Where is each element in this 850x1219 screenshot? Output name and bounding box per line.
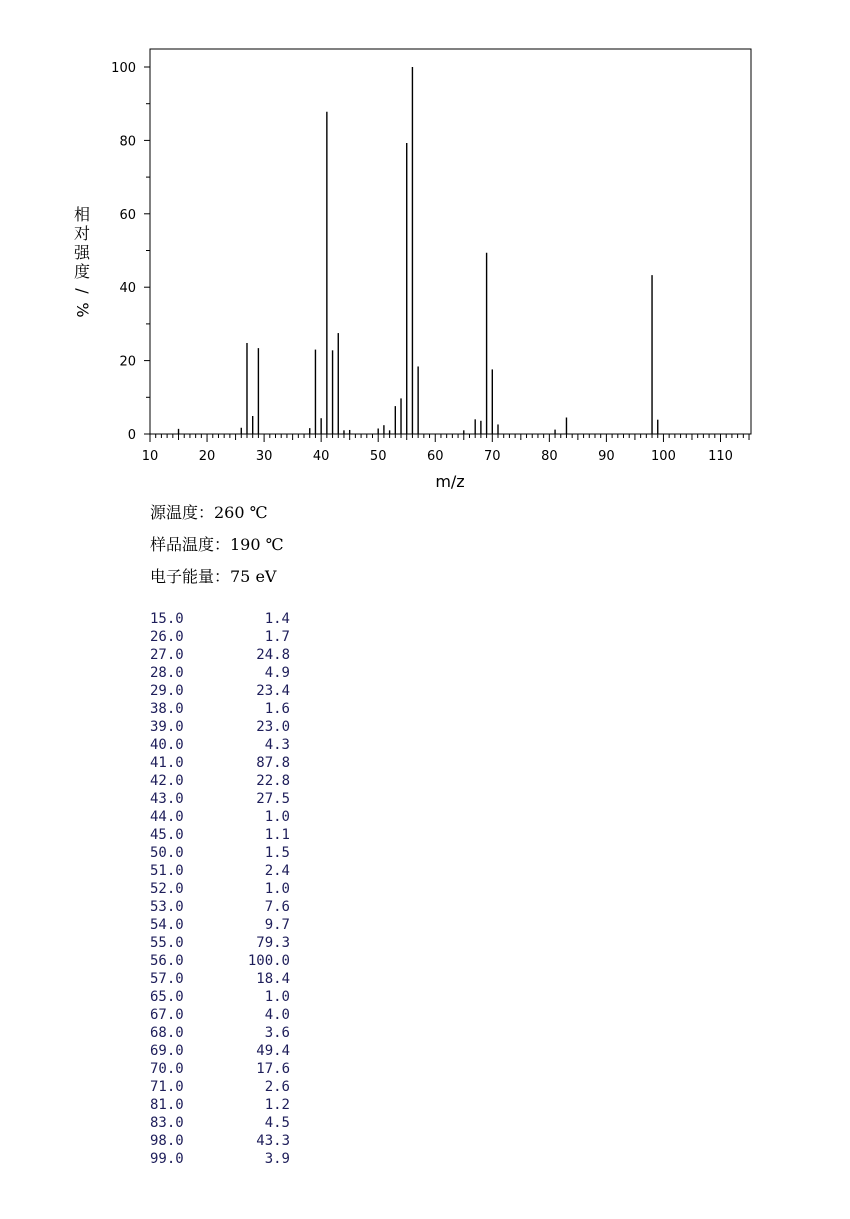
peak-intensity: 49.4: [256, 1043, 290, 1059]
y-tick-label: 80: [119, 134, 136, 150]
table-row: [150, 664, 290, 682]
peak-mz: 65.0: [150, 989, 184, 1005]
peak-mz: 54.0: [150, 917, 184, 933]
table-row: [150, 880, 290, 898]
peak-mz: 53.0: [150, 899, 184, 915]
peak-mz: 26.0: [150, 629, 184, 645]
peak-mz: 38.0: [150, 701, 184, 717]
x-axis-label: m/z: [435, 472, 465, 491]
peak-intensity: 17.6: [256, 1061, 290, 1077]
peak-intensity: 1.2: [264, 1097, 290, 1113]
table-row: [150, 1096, 290, 1114]
peak-intensity: 1.6: [264, 701, 290, 717]
table-row: [150, 952, 290, 970]
peak-intensity: 7.6: [264, 899, 290, 915]
y-axis-label-char: /: [73, 288, 92, 294]
table-row: [150, 934, 290, 952]
table-row: [150, 1132, 290, 1150]
plot-frame: [150, 49, 751, 434]
peak-intensity: 1.5: [264, 845, 290, 861]
peak-mz: 57.0: [150, 971, 184, 987]
peak-mz: 83.0: [150, 1115, 184, 1131]
peak-mz: 27.0: [150, 647, 184, 663]
x-tick-label: 110: [708, 449, 733, 464]
peak-intensity: 43.3: [256, 1133, 290, 1149]
peak-intensity: 24.8: [256, 647, 290, 663]
y-axis-label-char: 相: [73, 205, 91, 224]
y-tick-label: 0: [127, 428, 136, 443]
table-row: [150, 808, 290, 826]
x-tick-label: 100: [651, 449, 676, 464]
x-tick-label: 10: [141, 449, 159, 464]
x-tick-label: 60: [426, 449, 444, 464]
y-axis-label-char: 强: [73, 243, 91, 262]
peak-mz: 69.0: [150, 1043, 184, 1059]
spectrum-peaks: [179, 67, 658, 434]
peak-mz: 70.0: [150, 1061, 184, 1077]
peak-intensity: 4.5: [264, 1115, 290, 1131]
peak-mz: 44.0: [150, 809, 184, 825]
y-axis-label-char: 度: [73, 262, 91, 281]
x-tick-label: 90: [598, 449, 615, 464]
peak-table: [150, 610, 290, 1168]
peak-mz: 55.0: [150, 935, 184, 951]
table-row: [150, 826, 290, 844]
x-tick-label: 70: [484, 449, 501, 464]
y-axis-label: [73, 205, 92, 318]
peak-intensity: 79.3: [256, 935, 290, 951]
table-row: [150, 1060, 290, 1078]
peak-intensity: 4.0: [264, 1007, 290, 1023]
x-tick-label: 50: [369, 449, 387, 464]
peak-intensity: 23.4: [256, 683, 290, 699]
peak-mz: 15.0: [150, 611, 184, 627]
sample-temperature: 样品温度：190 ℃: [150, 535, 284, 554]
peak-mz: 42.0: [150, 773, 184, 789]
peak-mz: 68.0: [150, 1025, 184, 1041]
peak-intensity: 4.3: [264, 737, 290, 753]
electron-energy: 电子能量：75 eV: [150, 567, 277, 586]
peak-intensity: 1.0: [264, 989, 290, 1005]
y-axis-label-char: 对: [73, 224, 91, 243]
y-tick-label: 100: [111, 61, 136, 76]
table-row: [150, 988, 290, 1006]
peak-intensity: 1.0: [264, 809, 290, 825]
peak-mz: 50.0: [150, 845, 184, 861]
table-row: [150, 682, 290, 700]
peak-intensity: 3.9: [264, 1151, 290, 1167]
table-row: [150, 736, 290, 754]
table-row: [150, 844, 290, 862]
peak-mz: 43.0: [150, 791, 184, 807]
peak-intensity: 1.0: [264, 881, 290, 897]
peak-mz: 39.0: [150, 719, 184, 735]
x-tick-label: 30: [255, 449, 273, 464]
table-row: [150, 628, 290, 646]
table-row: [150, 610, 290, 628]
x-tick-label: 80: [541, 449, 558, 464]
peak-intensity: 22.8: [256, 773, 290, 789]
peak-mz: 51.0: [150, 863, 184, 879]
table-row: [150, 1078, 290, 1096]
peak-intensity: 100.0: [247, 953, 290, 969]
peak-mz: 41.0: [150, 755, 184, 771]
peak-mz: 28.0: [150, 665, 184, 681]
peak-intensity: 27.5: [256, 791, 290, 807]
y-axis-label-char: %: [73, 302, 92, 318]
peak-intensity: 1.4: [264, 611, 290, 627]
peak-intensity: 2.6: [264, 1079, 290, 1095]
peak-mz: 99.0: [150, 1151, 184, 1167]
y-tick-label: 60: [119, 207, 136, 223]
peak-intensity: 9.7: [264, 917, 290, 933]
table-row: [150, 898, 290, 916]
peak-intensity: 1.1: [264, 827, 290, 843]
axis-ticks: [111, 61, 749, 464]
peak-mz: 52.0: [150, 881, 184, 897]
table-row: [150, 646, 290, 664]
table-row: [150, 718, 290, 736]
x-tick-label: 40: [312, 449, 330, 464]
table-row: [150, 1114, 290, 1132]
y-tick-label: 20: [119, 354, 136, 370]
peak-mz: 29.0: [150, 683, 184, 699]
table-row: [150, 1006, 290, 1024]
table-row: [150, 1150, 290, 1168]
peak-intensity: 1.7: [264, 629, 290, 645]
table-row: [150, 916, 290, 934]
mass-spectrum-chart: [0, 0, 850, 495]
peak-mz: 81.0: [150, 1097, 184, 1113]
peak-intensity: 3.6: [264, 1025, 290, 1041]
table-row: [150, 790, 290, 808]
table-row: [150, 754, 290, 772]
table-row: [150, 1024, 290, 1042]
peak-mz: 67.0: [150, 1007, 184, 1023]
peak-intensity: 18.4: [256, 971, 290, 987]
table-row: [150, 1042, 290, 1060]
x-tick-label: 20: [198, 449, 216, 464]
source-temperature: 源温度：260 ℃: [150, 503, 268, 522]
peak-intensity: 2.4: [264, 863, 290, 879]
peak-mz: 40.0: [150, 737, 184, 753]
table-row: [150, 700, 290, 718]
peak-intensity: 87.8: [256, 755, 290, 771]
table-row: [150, 970, 290, 988]
peak-intensity: 4.9: [264, 665, 290, 681]
peak-mz: 71.0: [150, 1079, 184, 1095]
peak-mz: 98.0: [150, 1133, 184, 1149]
peak-mz: 56.0: [150, 953, 184, 969]
table-row: [150, 862, 290, 880]
table-row: [150, 772, 290, 790]
y-tick-label: 40: [119, 281, 136, 297]
peak-mz: 45.0: [150, 827, 184, 843]
peak-intensity: 23.0: [256, 719, 290, 735]
